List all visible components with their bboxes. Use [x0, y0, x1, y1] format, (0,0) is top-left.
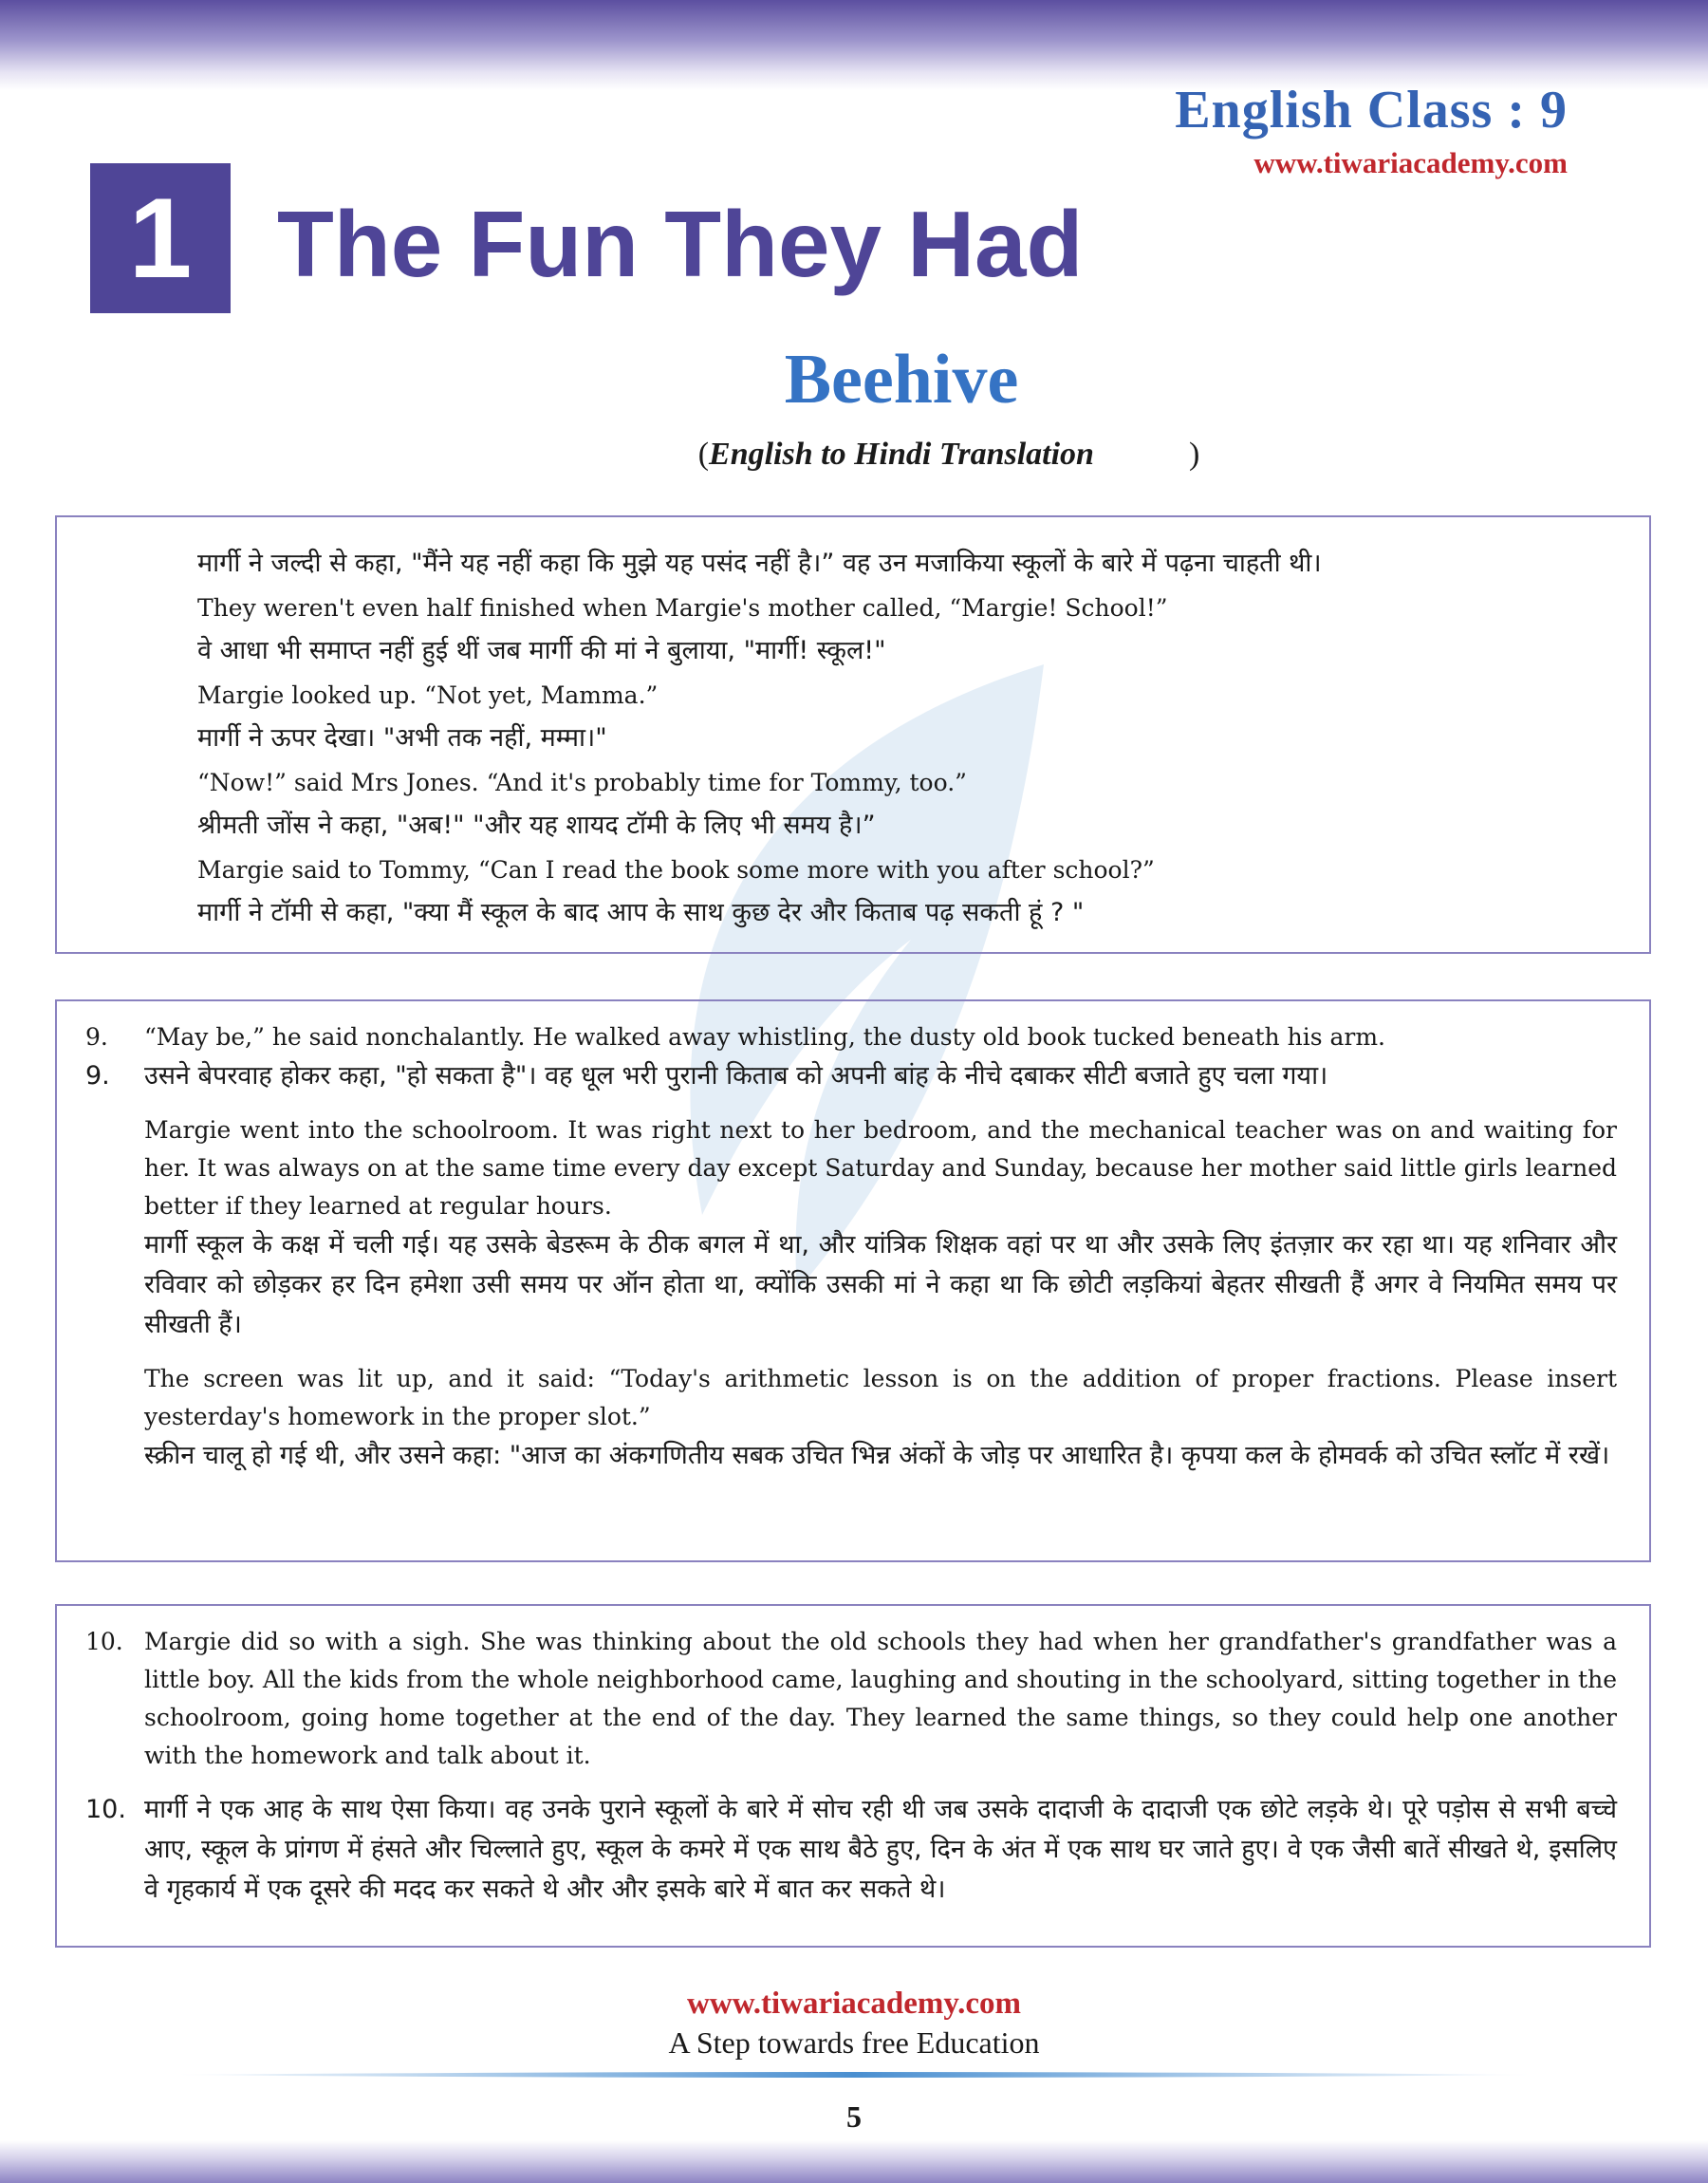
translation-panel-1 [55, 515, 1651, 954]
class-label: English Class : 9 [1175, 81, 1568, 140]
item-text: उसने बेपरवाह होकर कहा, "हो सकता है"। वह धूल भरी पुरानी किताब को अपनी बांह के नीचे दबाकर सीटी बजाते हुए चला गया। [144, 1061, 1328, 1091]
subtitle [0, 437, 1708, 473]
footer-website-link[interactable]: www.tiwariacademy.com [687, 1987, 1021, 2021]
book-title-text: Beehive [784, 341, 1019, 419]
paragraph-english: The screen was lit up, and it said: “Today's arithmetic lesson is on the addition of proper fractions. Please insert yesterday's homework in the proper slot.” [144, 1365, 1617, 1430]
paragraph-hindi: स्क्रीन चालू हो गई थी, और उसने कहा: "आज का अंकगणितीय सबक उचित भिन्न अंकों के जोड़ पर आधारित है। कृपया कल के होमवर्क को उचित स्लॉट में रखें। [144, 1441, 1610, 1470]
item-text: मार्गी ने एक आह के साथ ऐसा किया। वह उनके पुराने स्कूलों के बारे में सोच रही थी जब उसके दादाजी के दादाजी एक छोटे लड़के थे। पूरे पड़ोस से सभी बच्चे आए, स्कूल के प्रांगण में हंसते और चिल्लाते हुए, स्कूल के कमरे में एक साथ बैठे हुए, दिन के अंत में एक साथ घर जाते हुए। वे एक जैसी बातें सीखते थे, इसलिए वे गृहकार्य में एक दूसरे की मदद कर सकते थे और और इसके बारे में बात कर सकते थे। [144, 1795, 1617, 1904]
book-title [0, 340, 1708, 420]
item-9-hindi [85, 1056, 1617, 1096]
footer-divider [171, 2071, 1537, 2079]
english-line: “Now!” said Mrs Jones. “And it's probably time for Tommy, too.” [197, 769, 967, 796]
paragraph-hindi: मार्गी स्कूल के कक्ष में चली गई। यह उसके बेडरूम के ठीक बगल में था, और यांत्रिक शिक्षक वहां पर था और उसके लिए इंतज़ार कर रहा था। यह शनिवार और रविवार को छोड़कर हर दिन हमेशा उसी समय पर ऑन होता था, क्योंकि उसकी मां ने कहा था कि छोटी लड़कियां बेहतर सीखती हैं अगर वे नियमित समय पर सीखती हैं। [144, 1230, 1617, 1339]
chapter-number-badge: 1 [90, 163, 231, 313]
top-gradient-band [0, 0, 1708, 90]
english-line: Margie said to Tommy, “Can I read the book some more with you after school?” [197, 856, 1155, 884]
hindi-line: वे आधा भी समाप्त नहीं हुई थीं जब मार्गी की मां ने बुलाया, "मार्गी! स्कूल!" [197, 636, 886, 665]
paragraph-english: Margie went into the schoolroom. It was right next to her bedroom, and the mechanical teacher was on and waiting for her. It was always on at the same time every day except Saturday and Sunday, because her mother said little girls learned better if they learned at regular hours. [144, 1116, 1617, 1220]
hindi-line: मार्गी ने टॉमी से कहा, "क्या मैं स्कूल के बाद आप के साथ कुछ देर और किताब पढ़ सकती हूं ? " [197, 898, 1085, 927]
page-number: 5 [846, 2099, 862, 2134]
item-number: 9. [85, 1023, 108, 1051]
subtitle-text: English to Hindi Translation [709, 437, 1094, 472]
item-number: 9. [85, 1061, 110, 1091]
header-website-link[interactable]: www.tiwariacademy.com [1253, 146, 1568, 179]
item-9-english [85, 1018, 1617, 1056]
panel-1-lines [139, 544, 1611, 933]
chapter-title: The Fun They Had [277, 192, 1084, 296]
hindi-line: श्रीमती जोंस ने कहा, "अब!" "और यह शायद टॉमी के लिए भी समय है।” [197, 811, 876, 840]
item-number: 10. [85, 1628, 123, 1655]
footer-tagline: A Step towards free Education [668, 2025, 1040, 2060]
subtitle-close: ) [1188, 437, 1200, 472]
item-10-english [85, 1623, 1617, 1775]
english-line: They weren't even half finished when Margie's mother called, “Margie! School!” [197, 594, 1168, 622]
item-number: 10. [85, 1795, 126, 1824]
translation-panel-2 [55, 999, 1651, 1562]
hindi-line: मार्गी ने ऊपर देखा। "अभी तक नहीं, मम्मा।" [197, 723, 607, 753]
item-text: “May be,” he said nonchalantly. He walked away whistling, the dusty old book tucked beneath his arm. [144, 1023, 1385, 1051]
hindi-line: मार्गी ने जल्दी से कहा, "मैंने यह नहीं कहा कि मुझे यह पसंद नहीं है।” वह उन मजाकिया स्कूलों के बारे में पढ़ना चाहती थी। [197, 549, 1322, 578]
english-line: Margie looked up. “Not yet, Mamma.” [197, 681, 659, 709]
item-10-hindi [85, 1790, 1617, 1910]
bottom-gradient-band [0, 2140, 1708, 2183]
subtitle-open: ( [697, 437, 710, 472]
translation-panel-3 [55, 1604, 1651, 1948]
item-text: Margie did so with a sigh. She was thinking about the old schools they had when her grandfather's grandfather was a little boy. All the kids from the whole neighborhood came, laughing and shouting in the schoolyard, sitting together in the schoolroom, going home together at the end of the day. They learned the same things, so they could help one another with the homework and talk about it. [144, 1628, 1617, 1769]
